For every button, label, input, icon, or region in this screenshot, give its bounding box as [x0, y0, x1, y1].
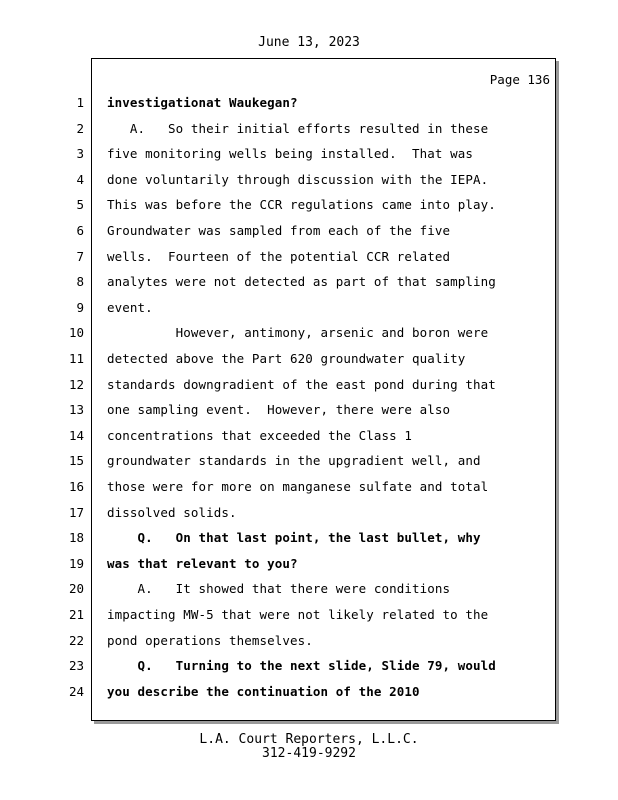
line-number: 14: [68, 427, 84, 443]
line-text: you describe the continuation of the 2010: [107, 683, 420, 699]
line-text: was that relevant to you?: [107, 555, 298, 571]
line-text: those were for more on manganese sulfate and total: [107, 479, 489, 494]
line-text: A. So their initial efforts resulted in these: [107, 120, 489, 136]
line-number: 20: [68, 581, 84, 597]
line-text: one sampling event. However, there were also: [107, 402, 451, 418]
line-text: dissolved solids.: [107, 504, 237, 520]
line-text: However, antimony, arsenic and boron were: [107, 325, 489, 341]
line-text: A. It showed that there were conditions: [107, 581, 451, 597]
line-number: 19: [68, 555, 84, 571]
line-number: 7: [76, 248, 84, 264]
reporter-company: L.A. Court Reporters, L.L.C.: [199, 732, 419, 747]
line-text: pond operations themselves.: [107, 632, 313, 648]
line-number: 3: [76, 146, 84, 162]
line-text: Q. On that last point, the last bullet, why: [107, 530, 481, 546]
line-text: wells. Fourteen of the potential CCR related: [107, 248, 451, 264]
line-text: detected above the Part 620 groundwater quality: [107, 351, 466, 366]
line-number: 21: [68, 607, 84, 622]
line-number: 6: [76, 223, 84, 238]
line-text: groundwater standards in the upgradient well, and: [107, 453, 481, 469]
line-text: Groundwater was sampled from each of the five: [107, 223, 451, 238]
line-text: standards downgradient of the east pond during that: [107, 376, 496, 392]
line-number: 9: [76, 299, 84, 315]
line-number: 16: [68, 479, 84, 494]
line-text: Q. Turning to the next slide, Slide 79, would: [107, 658, 496, 674]
line-text: impacting MW-5 that were not likely related to the: [107, 607, 489, 622]
line-text: event.: [107, 299, 153, 315]
page-number: Page 136: [489, 72, 550, 87]
reporter-phone: 312-419-9292: [262, 746, 356, 761]
line-number: 24: [68, 683, 84, 699]
line-number: 5: [76, 197, 84, 213]
line-number: 1: [76, 95, 84, 110]
line-number: 2: [76, 120, 84, 136]
line-text: This was before the CCR regulations came into play.: [107, 197, 496, 213]
line-number: 12: [68, 376, 84, 392]
line-number: 15: [68, 453, 84, 469]
line-number: 8: [76, 274, 84, 290]
footer: [0, 733, 618, 761]
line-number: 11: [68, 351, 84, 366]
line-number: 22: [68, 632, 84, 648]
transcript-date: June 13, 2023: [258, 35, 360, 50]
line-text: five monitoring wells being installed. That was: [107, 146, 474, 162]
line-number: 18: [68, 530, 84, 546]
line-number: 23: [68, 658, 84, 674]
line-text: concentrations that exceeded the Class 1: [107, 427, 413, 443]
line-number: 13: [68, 402, 84, 418]
line-number: 17: [68, 504, 84, 520]
line-number: 10: [68, 325, 84, 341]
line-text: done voluntarily through discussion with the IEPA.: [107, 171, 489, 187]
line-text: analytes were not detected as part of that sampling: [107, 274, 496, 290]
line-number: 4: [76, 171, 84, 187]
line-text: investigationat Waukegan?: [107, 95, 298, 110]
